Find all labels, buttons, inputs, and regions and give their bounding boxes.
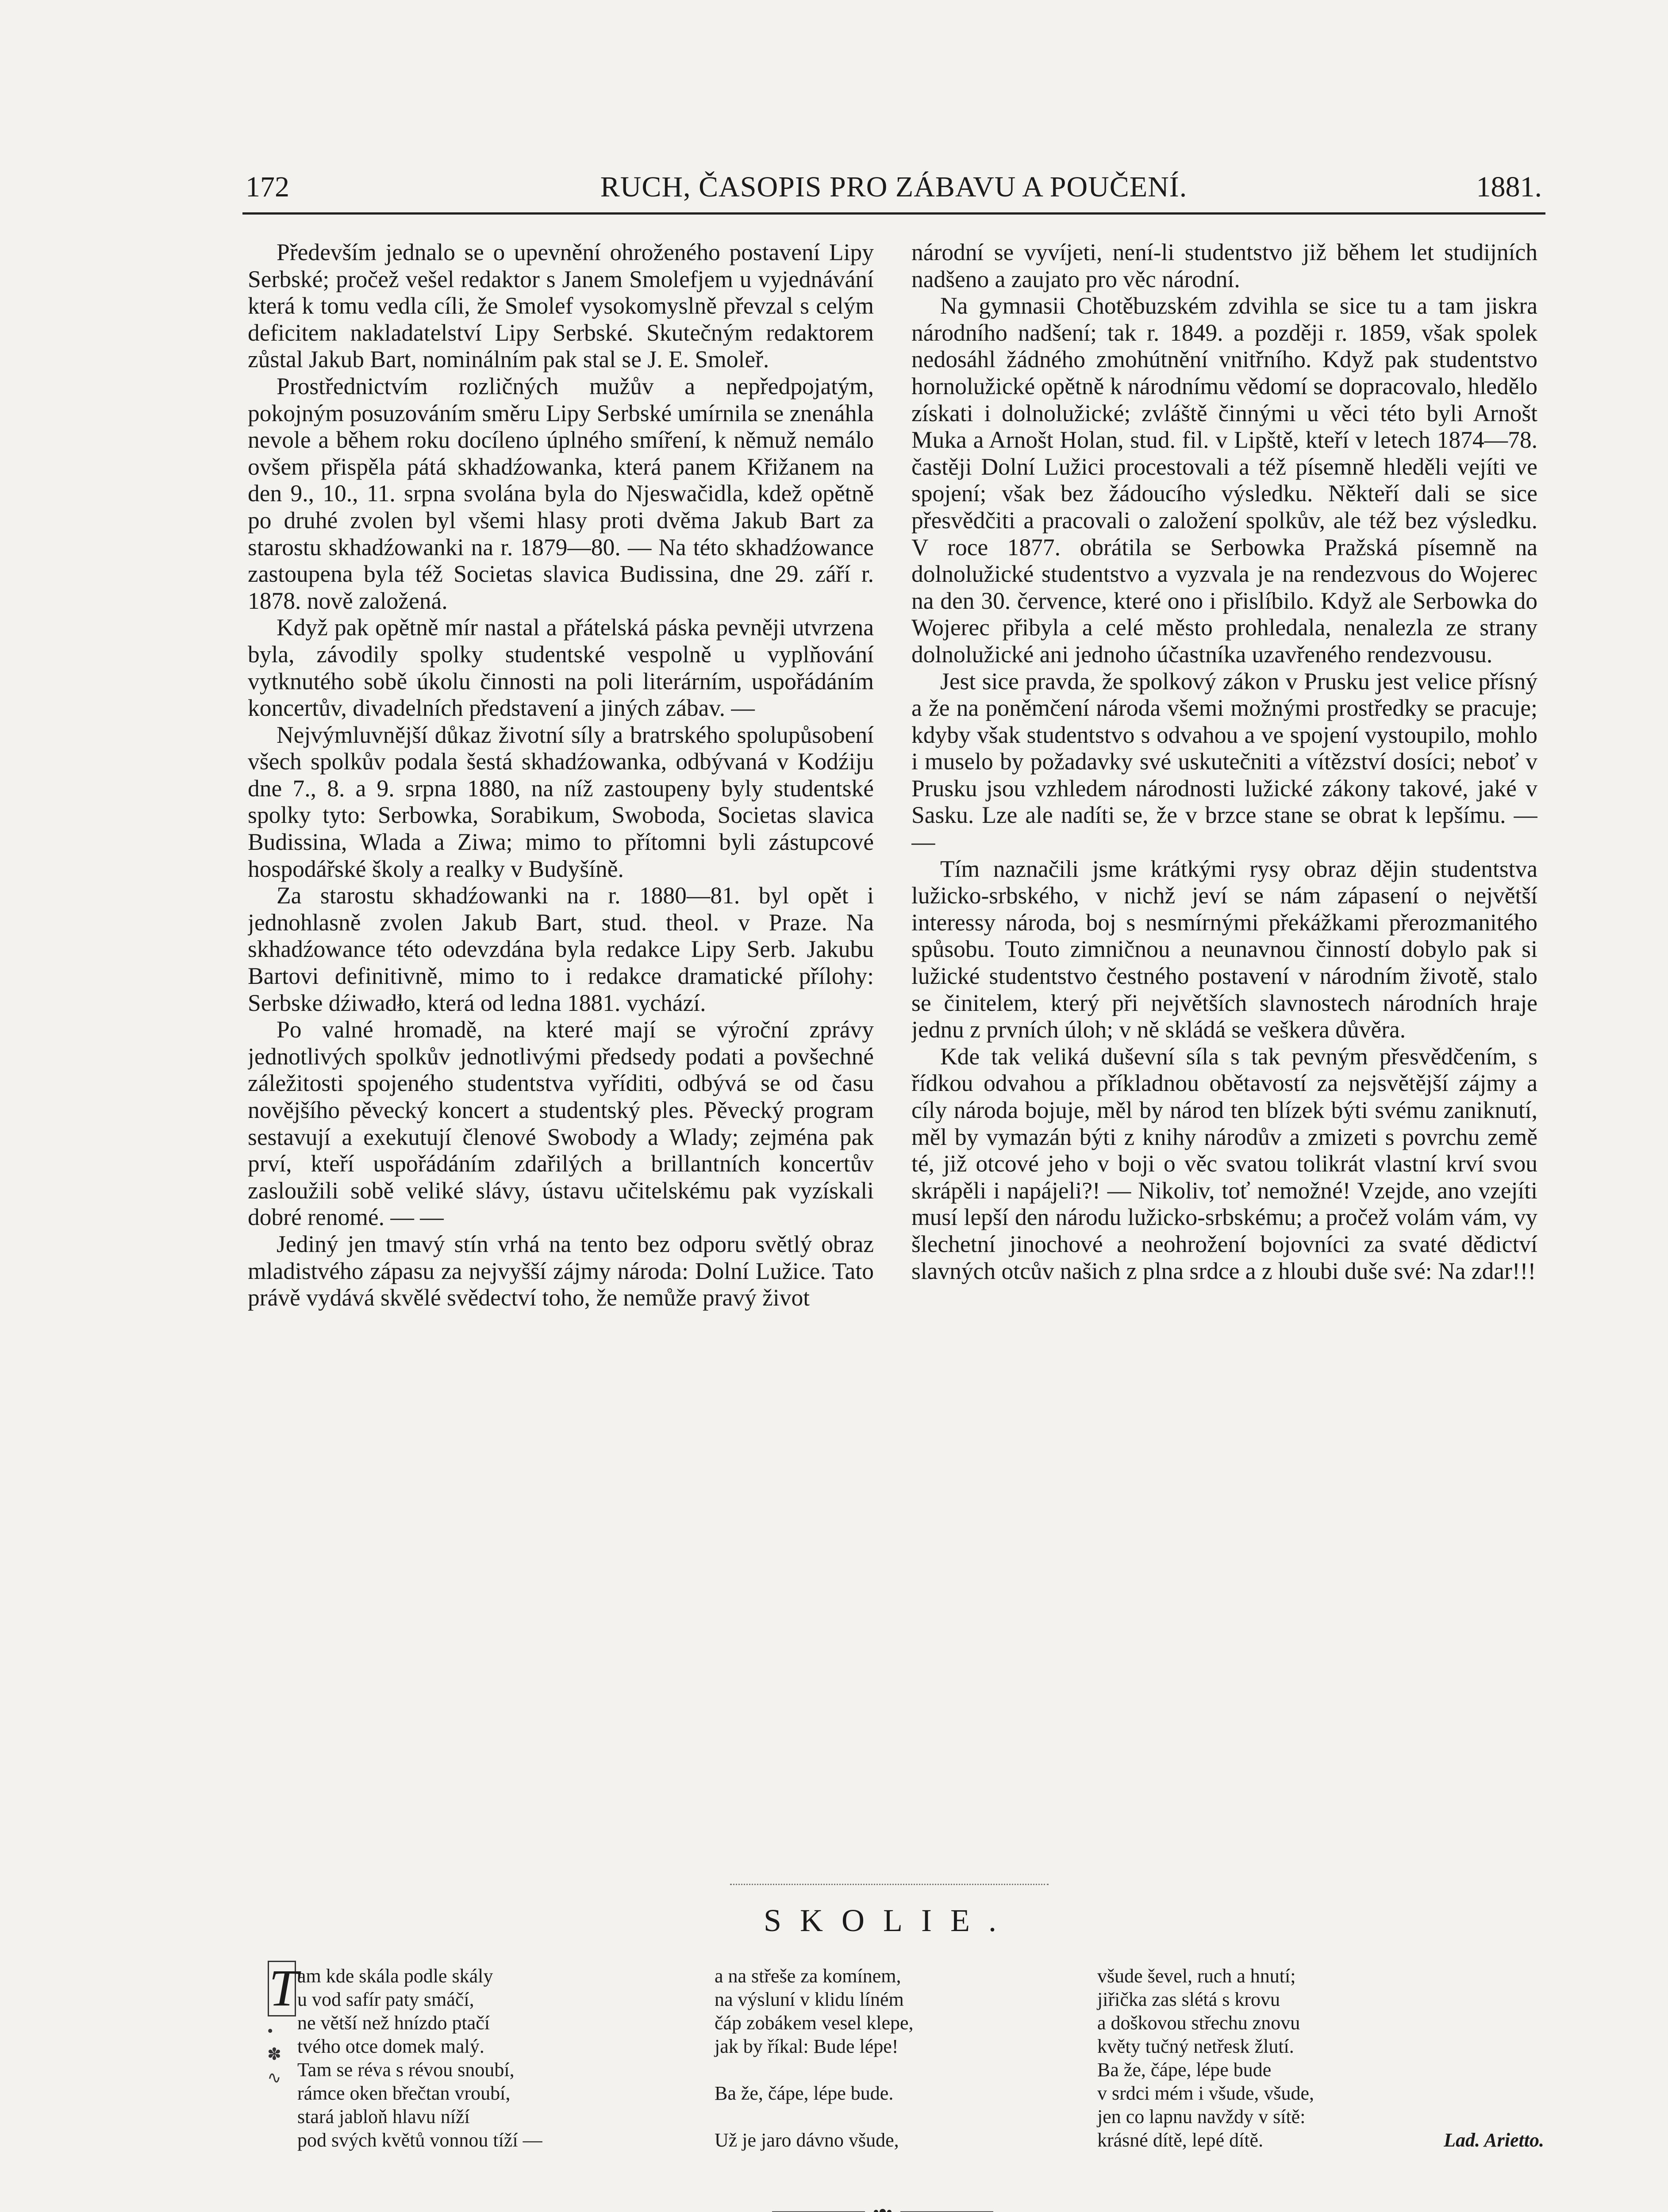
poem-line: Už je jaro dávno všude, — [715, 2129, 899, 2151]
poem-line-text: krásné dítě, lepé dítě. — [1097, 2129, 1264, 2151]
poem-line: pod svých květů vonnou tíží — — [297, 2129, 542, 2151]
page-number: 172 — [246, 171, 289, 203]
end-ornament-icon — [772, 2208, 993, 2212]
poem-line: všude ševel, ruch a hnutí; — [1097, 1965, 1296, 1987]
paragraph: národní se vyvíjeti, není-li studentstvo již během let studijních nadšeno a zaujato pro věc národní. — [911, 239, 1537, 292]
poem-line: am kde skála podle skály — [297, 1965, 493, 1987]
poem-line: jiřička zas slétá s krovu — [1097, 1989, 1280, 2010]
poem-line: v srdci mém i všude, všude, — [1097, 2082, 1314, 2104]
left-column — [248, 239, 874, 1849]
poem-column-2 — [715, 1964, 1077, 2152]
right-column — [911, 239, 1537, 1849]
poem-line: Ba že, čápe, lépe bude. — [715, 2082, 894, 2104]
poem-line: a na střeše za komínem, — [715, 1965, 901, 1987]
paragraph: Po valné hromadě, na které mají se výroční zprávy jednotlivých spolkův jednotlivými předsedy podati a povšechné záležitosti spojeného studentstva vyříditi, odbývá se od času novějšího pěvecký koncert a studentský ples. Pěvecký program sestavují a exekutují členové Swobody a Wlady; zejména pak prví, kteří uspořádáním zdařilých a brillantních koncertův zasloužili sobě veliké slávy, ústavu učitelskému pak vyzískali dobré renomé. — — — [248, 1016, 874, 1231]
stanza-gap — [715, 2105, 1077, 2128]
poem-line: ne větší než hnízdo ptačí — [297, 2012, 490, 2034]
poem-line: tvého otce domek malý. — [297, 2035, 484, 2057]
poem-line: rámce oken břečtan vroubí, — [297, 2082, 511, 2104]
poem-line: jen co lapnu navždy v sítě: — [1097, 2106, 1306, 2128]
poem-line: čáp zobákem vesel klepe, — [715, 2012, 914, 2034]
poem-line: a doškovou střechu znovu — [1097, 2012, 1300, 2034]
paragraph: Především jednalo se o upevnění ohroženého postavení Lipy Serbské; pročež vešel redaktor s Janem Smolefjem u vyjednávání která k tomu vedla cíli, že Smolef vysokomyslně převzal s celým deficitem nakladatelství Lipy Serbské. Skutečným redaktorem zůstal Jakub Bart, nominálním pak stal se J. E. Smoleř. — [248, 239, 874, 373]
poem-line: jak by říkal: Bude lépe! — [715, 2035, 899, 2057]
issue-year: 1881. — [1476, 171, 1542, 203]
paragraph: Nejvýmluvnější důkaz životní síly a bratrského spolupůsobení všech spolkův podala šestá skhadźowanka, odbývaná v Kodźiju dne 7., 8. a 9. srpna 1880, na níž zastoupeny byly studentské spolky tyto: Serbowka, Sorabikum, Swoboda, Societas slavica Budissina, Wlada a Ziwa; mimo to přítomni byli zástupcové hospodářské školy a realky v Budyšíně. — [248, 721, 874, 882]
poem-line: Ba že, čápe, lépe bude — [1097, 2059, 1272, 2081]
paragraph: Tím naznačili jsme krátkými rysy obraz dějin studentstva lužicko-srbského, v nichž jeví se nám zápasení o největší interessy národa, boj s nesmírnými překážkami přerozmanitého spůsobu. Touto zimničnou a neunavnou činností dobylo pak si lužické studentstvo čestného postavení v národním životě, stalo se činitelem, který při největších slavnostech národních hraje jednu z prvních úloh; v ně skládá se veškera důvěra. — [911, 855, 1537, 1043]
header-rule — [242, 212, 1545, 215]
journal-title: RUCH, ČASOPIS PRO ZÁBAVU A POUČENÍ. — [600, 171, 1188, 203]
stanza-gap — [715, 2058, 1077, 2081]
poem-column-1 — [265, 1964, 646, 2152]
section-divider — [730, 1884, 1049, 1885]
ornament-icon: • ✽ ∿ — [267, 2022, 281, 2087]
poem-line: u vod safír paty smáčí, — [297, 1989, 474, 2010]
drop-cap: T — [268, 1961, 296, 2016]
poem-line — [1097, 2128, 1544, 2152]
poem-line: na výsluní v klidu líném — [715, 1989, 904, 2010]
poem-line: květy tučný netřesk žlutí. — [1097, 2035, 1294, 2057]
page-header — [246, 170, 1542, 206]
paragraph: Když pak opětně mír nastal a přátelská páska pevněji utvrzena byla, závodily spolky studentské vespolně u vyplňování vytknutého sobě úkolu činnosti na poli literárním, uspořádáním koncertův, divadelních představení a jiných zábav. — — [248, 614, 874, 722]
poem-title: SKOLIE. — [764, 1903, 1015, 1938]
paragraph: Za starostu skhadźowanki na r. 1880—81. byl opět i jednohlasně zvolen Jakub Bart, stud. theol. v Praze. Na skhadźowance této odevzdána byla redakce Lipy Serb. Jakubu Bartovi definitivně, mimo to i redakce dramatické přílohy: Serbske dźiwadło, která od ledna 1881. vychází. — [248, 882, 874, 1016]
paragraph: Kde tak veliká duševní síla s tak pevným přesvědčením, s řídkou odvahou a příkladnou obětavostí za nejsvětější zájmy a cíly národa bojuje, měl by národ ten blízek býti svému zaniknutí, měl by vymazán býti z knihy národův a zmizeti s povrchu země té, již otcové jeho v boji o věc svatou tolikrát vlastní krví svou skrápěli i napájeli?! — Nikoliv, toť nemožné! Vzejde, ano vzejíti musí lepší den národu lužicko-srbskému; a pročež volám vám, vy šlechetní jinochové a neohrožení bojovníci za svaté dědictví slavných otcův našich z plna srdce a z hloubi duše své: Na zdar!!! — [911, 1043, 1537, 1284]
paragraph: Prostřednictvím rozličných mužův a nepředpojatým, pokojným posuzováním směru Lipy Serbské umírnila se znenáhla nevole a během roku docíleno úplného smíření, k němuž nemálo ovšem přispěla pátá skhadźowanka, která panem Křižanem na den 9., 10., 11. srpna svolána byla do Njeswačidla, kdež opětně po druhé zvolen byl všemi hlasy proti dvěma Jakub Bart za starostu skhadźowanki na r. 1879—80. — Na této skhadźowance zastoupena byla též Societas slavica Budissina, dne 29. září r. 1878. nově založená. — [248, 373, 874, 614]
paragraph: Jediný jen tmavý stín vrhá na tento bez odporu světlý obraz mladistvého zápasu za nejvyšší zájmy národa: Dolní Lužice. Tato právě vydává skvělé svědectví toho, že nemůže pravý život — [248, 1230, 874, 1311]
poem-line: Tam se réva s révou snoubí, — [297, 2059, 515, 2081]
poem-line: stará jabloň hlavu níží — [297, 2106, 470, 2128]
poem-column-3 — [1097, 1964, 1544, 2152]
paragraph: Jest sice pravda, že spolkový zákon v Prusku jest velice přísný a že na poněmčení národa všemi možnými prostředky se pracuje; kdyby však studentstvo s odvahou a ve spojení vystoupilo, mohlo i muselo by požadavky své uskutečniti a vítězství dosíci; neboť v Prusku jsou vzhledem národnosti lužické zákony takové, jaké v Sasku. Lze ale nadíti se, že v brzce stane se obrat k lepšímu. — — — [911, 668, 1537, 856]
paragraph: Na gymnasii Chotěbuzském zdvihla se sice tu a tam jiskra národního nadšení; tak r. 1849. a později r. 1859, však spolek nedosáhl žádného zmohútnění vnitřního. Když pak studentstvo hornolužické opětně k národnímu vědomí se dopracovalo, hledělo získati i dolnolužické; zvláště činnými u věci této byli Arnošt Muka a Arnošt Holan, stud. fil. v Lipště, kteří v letech 1874—78. častěji Dolní Lužici procestovali a též písemně hleděli vejíti ve spojení; však bez žádoucího výsledku. Někteří dali se sice přesvědčiti a pracovali o založení spolkův, ale též bez výsledku. V roce 1877. obrátila se Serbowka Pražská písemně na dolnolužické studentstvo a vyzvala je na rendezvous do Wojerec na den 30. července, které ono i přislíbilo. Když ale Serbowka do Wojerec přibyla a celé město prohledala, nenalezla ze strany dolnolužické ani jednoho účastníka uzavřeného rendezvousu. — [911, 292, 1537, 668]
poem-author: Lad. Arietto. — [1444, 2129, 1544, 2151]
